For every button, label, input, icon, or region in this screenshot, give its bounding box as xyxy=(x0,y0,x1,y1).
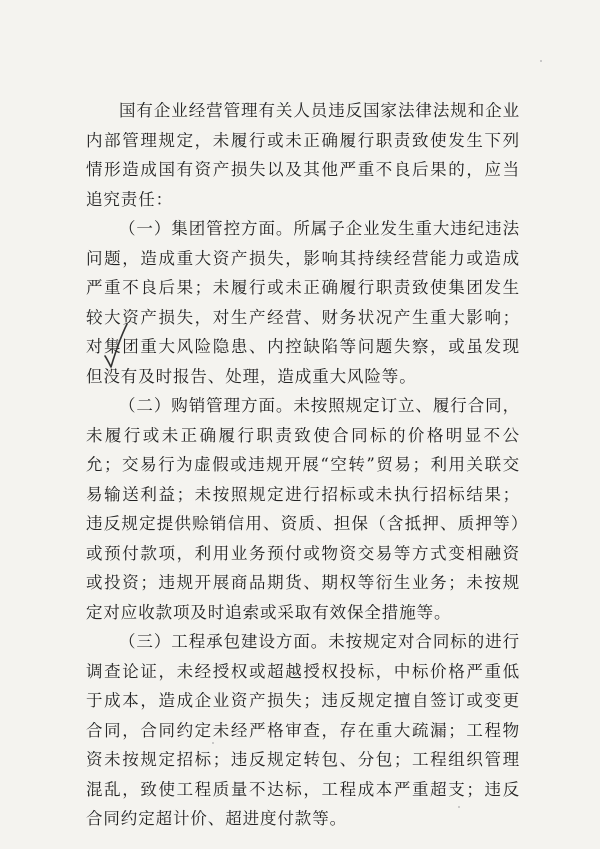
engineering-contract-paragraph: （三）工程承包建设方面。未按规定对合同标的进行调查论证，未经授权或超越授权投标，中标价格严重低于成本，造成企业资产损失；违反规定擅自签订或变更合同，合同约定未经严格审查，存在重大疏漏；工程物资未按规定招标；违反规定转包、分包；工程组织管理混乱，致使工程质量不达标，工程成本严重超支；违反合同约定超计价、超进度付款等。 xyxy=(86,632,520,828)
handwritten-check-mark-icon xyxy=(103,322,129,370)
group-control-paragraph: （一）集团管控方面。所属子企业发生重大违纪违法问题，造成重大资产损失，影响其持续经营能力或造成严重不良后果；未履行或未正确履行职责致使集团发生较大资产损失，对生产经营、财务状况产生重大影响；对集团重大风险隐患、内控缺陷等问题失察，或虽发现但没有及时报告、处理，造成重大风险等。 xyxy=(86,219,520,386)
document-body xyxy=(86,96,520,834)
scan-speck xyxy=(540,60,542,62)
intro-paragraph: 国有企业经营管理有关人员违反国家法律法规和企业内部管理规定，未履行或未正确履行职责致使发生下列情形造成国有资产损失以及其他严重不良后果的，应当追究责任： xyxy=(86,101,520,209)
procurement-sales-paragraph: （二）购销管理方面。未按照规定订立、履行合同，未履行或未正确履行职责致使合同标的价格明显不公允；交易行为虚假或违规开展“空转”贸易；利用关联交易输送利益；未按照规定进行招标或未执行招标结果；违反规定提供赊销信用、资质、担保（含抵押、质押等）或预付款项，利用业务预付或物资交易等方式变相融资或投资；违规开展商品期货、期权等衍生业务；未按规定对应收款项及时追索或采取有效保全措施等。 xyxy=(86,396,520,622)
scan-speck xyxy=(212,742,214,744)
scan-speck xyxy=(458,806,460,808)
